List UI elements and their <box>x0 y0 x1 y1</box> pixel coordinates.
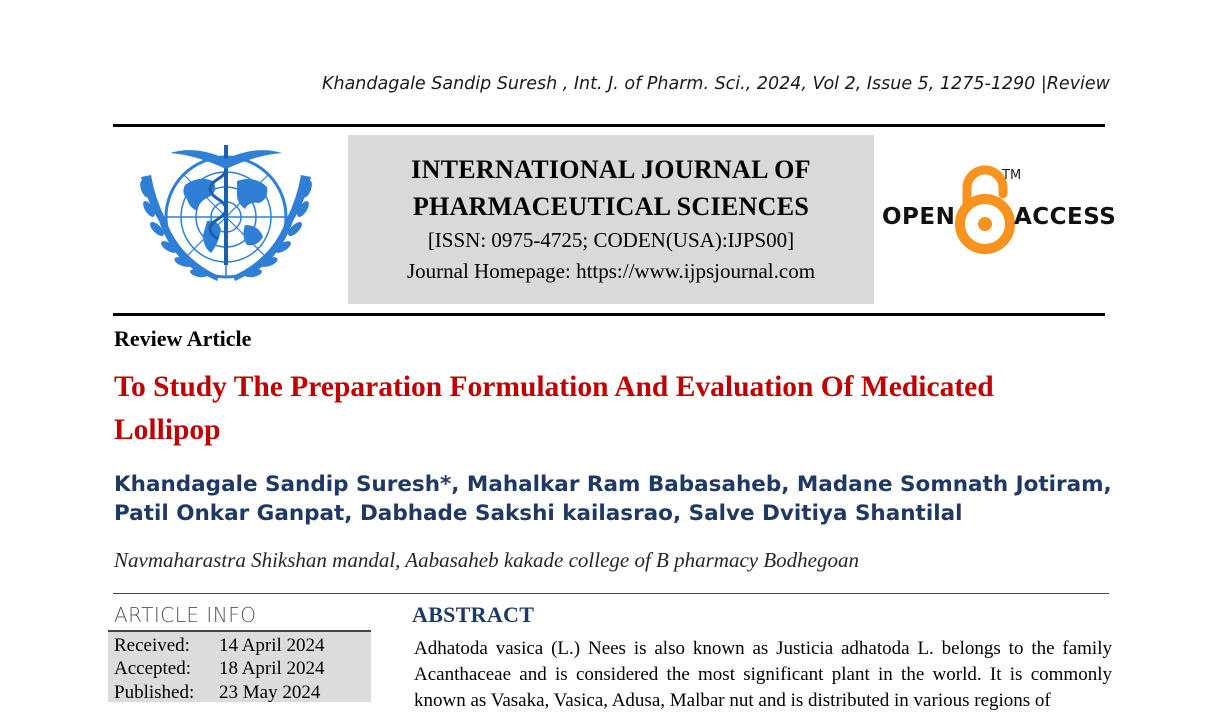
info-label: Accepted: <box>114 658 192 679</box>
header-top-rule <box>113 124 1105 127</box>
article-title: To Study The Preparation Formulation And Evaluation Of Medicated Lollipop <box>114 371 994 446</box>
abstract-text: Adhatoda vasica (L.) Nees is also known as Justicia adhatoda L. belongs to the family Acanthaceae and is considered the most significant plant in the world. It is commonly known as Vasaka, Vasica, Adusa, Malbar nut and is distributed in various regions of <box>414 638 1112 711</box>
open-access-logo <box>880 164 1117 254</box>
authors-line-2: Patil Onkar Ganpat, Dabhade Sakshi kailasrao, Salve Dvitiya Shantilal <box>114 501 963 526</box>
section-divider <box>113 593 1109 594</box>
info-row-published <box>114 682 320 704</box>
info-row-accepted <box>114 658 325 680</box>
running-head: Khandagale Sandip Suresh , Int. J. of Pharm. Sci., 2024, Vol 2, Issue 5, 1275-1290 |Review <box>322 74 1110 94</box>
open-access-trademark: TM <box>1002 168 1022 183</box>
info-label: Received: <box>114 635 190 656</box>
journal-masthead <box>348 135 874 304</box>
who-emblem-icon <box>127 137 325 305</box>
info-value: 14 April 2024 <box>219 635 325 656</box>
info-label: Published: <box>114 682 195 703</box>
abstract-heading: ABSTRACT <box>412 602 535 627</box>
authors-line-1: Khandagale Sandip Suresh*, Mahalkar Ram Babasaheb, Madane Somnath Jotiram, <box>114 472 1112 497</box>
journal-homepage: Journal Homepage: https://www.ijpsjournal.com <box>406 259 816 283</box>
info-value: 18 April 2024 <box>219 658 325 679</box>
article-info-box <box>108 632 371 702</box>
journal-issn: [ISSN: 0975-4725; CODEN(USA):IJPS00] <box>427 228 795 252</box>
article-info-heading: ARTICLE INFO <box>114 603 257 627</box>
open-access-word-open: OPEN <box>882 204 956 230</box>
article-type: Review Article <box>114 326 252 351</box>
header-bottom-rule <box>113 313 1105 316</box>
journal-title-line1: INTERNATIONAL JOURNAL OF <box>411 155 811 184</box>
info-value: 23 May 2024 <box>219 682 321 703</box>
open-access-word-access: ACCESS <box>1014 204 1117 230</box>
author-list <box>114 470 1124 528</box>
journal-title-line2: PHARMACEUTICAL SCIENCES <box>412 192 810 221</box>
author-affiliation: Navmaharastra Shikshan mandal, Aabasaheb kakade college of B pharmacy Bodhegoan <box>114 548 859 572</box>
info-row-received <box>114 635 325 657</box>
